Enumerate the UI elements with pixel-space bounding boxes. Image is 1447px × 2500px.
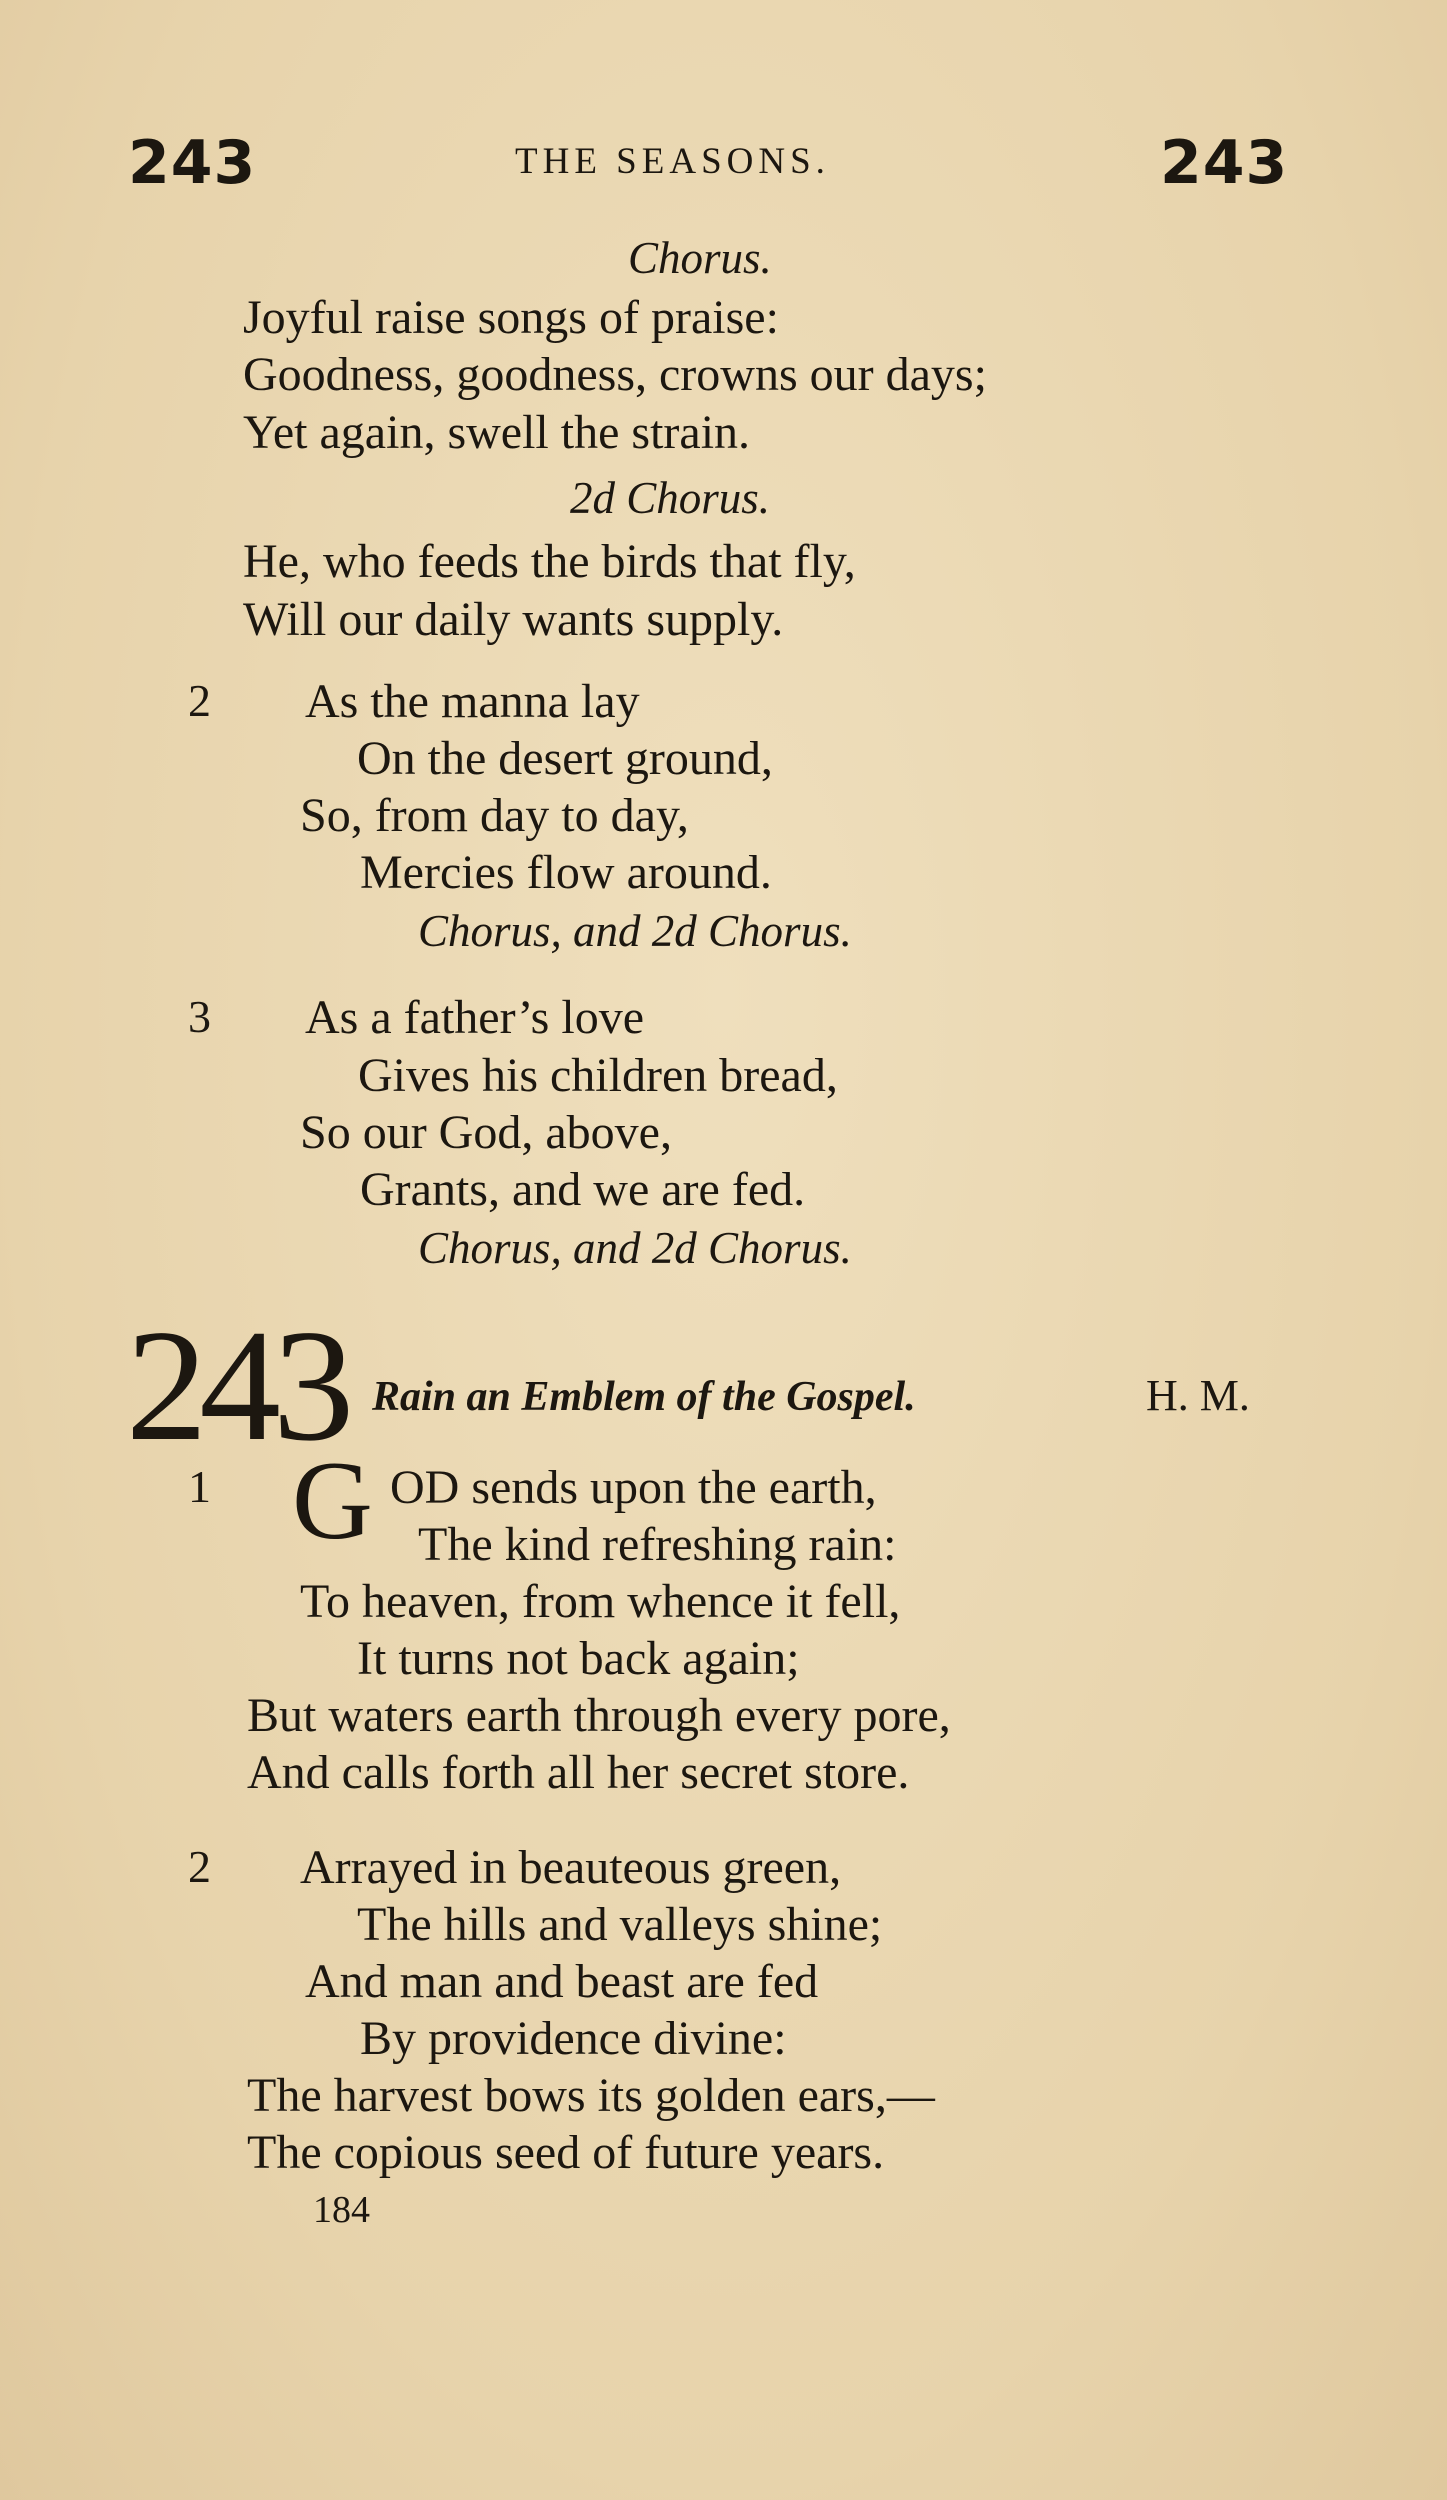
verse-line: The hills and valleys shine; (357, 1898, 883, 1951)
folio-number: 184 (313, 2189, 370, 2231)
second-chorus-label: 2d Chorus. (570, 473, 771, 523)
verse-line: By providence divine: (360, 2012, 787, 2065)
drop-cap: G (292, 1439, 373, 1563)
verse-line: To heaven, from whence it fell, (300, 1575, 901, 1628)
verse-number: 1 (188, 1461, 211, 1512)
verse-refrain: Chorus, and 2d Chorus. (418, 1223, 852, 1273)
verse-number: 2 (188, 1841, 211, 1892)
chorus-label: Chorus. (628, 233, 772, 283)
verse-line: So, from day to day, (300, 789, 689, 842)
hymn-number: 243 (125, 1296, 347, 1474)
verse-line: And man and beast are fed (305, 1955, 819, 2008)
verse-line: OD sends upon the earth, (390, 1461, 877, 1514)
page-number-left: 243 (128, 128, 257, 198)
hymn-title: Rain an Emblem of the Gospel. (372, 1374, 916, 1420)
chorus-line: Joyful raise songs of praise: (243, 291, 779, 344)
verse-line: So our God, above, (300, 1106, 672, 1159)
verse-line: It turns not back again; (357, 1632, 800, 1685)
verse-line: As the manna lay (305, 675, 640, 728)
verse-line: The kind refreshing rain: (418, 1518, 897, 1571)
verse-line: And calls forth all her secret store. (247, 1746, 910, 1799)
verse-number: 2 (188, 675, 211, 726)
verse-line: On the desert ground, (357, 732, 773, 785)
hymn-meter: H. M. (1146, 1371, 1250, 1420)
chorus-line: Yet again, swell the strain. (243, 406, 751, 459)
verse-line: But waters earth through every pore, (247, 1689, 951, 1742)
verse-line: Grants, and we are fed. (360, 1163, 806, 1216)
second-chorus-line: Will our daily wants supply. (243, 593, 784, 646)
verse-line: Arrayed in beauteous green, (300, 1841, 842, 1894)
page-number-right: 243 (1160, 128, 1289, 198)
running-title: THE SEASONS. (515, 141, 830, 182)
verse-line: Mercies flow around. (360, 846, 772, 899)
verse-number: 3 (188, 991, 211, 1042)
chorus-line: Goodness, goodness, crowns our days; (243, 348, 987, 401)
verse-line: The copious seed of future years. (247, 2126, 885, 2179)
verse-line: As a father’s love (305, 991, 644, 1044)
second-chorus-line: He, who feeds the birds that fly, (243, 535, 856, 588)
verse-line: The harvest bows its golden ears,— (247, 2069, 935, 2122)
verse-line: Gives his children bread, (358, 1049, 838, 1102)
verse-refrain: Chorus, and 2d Chorus. (418, 906, 852, 956)
